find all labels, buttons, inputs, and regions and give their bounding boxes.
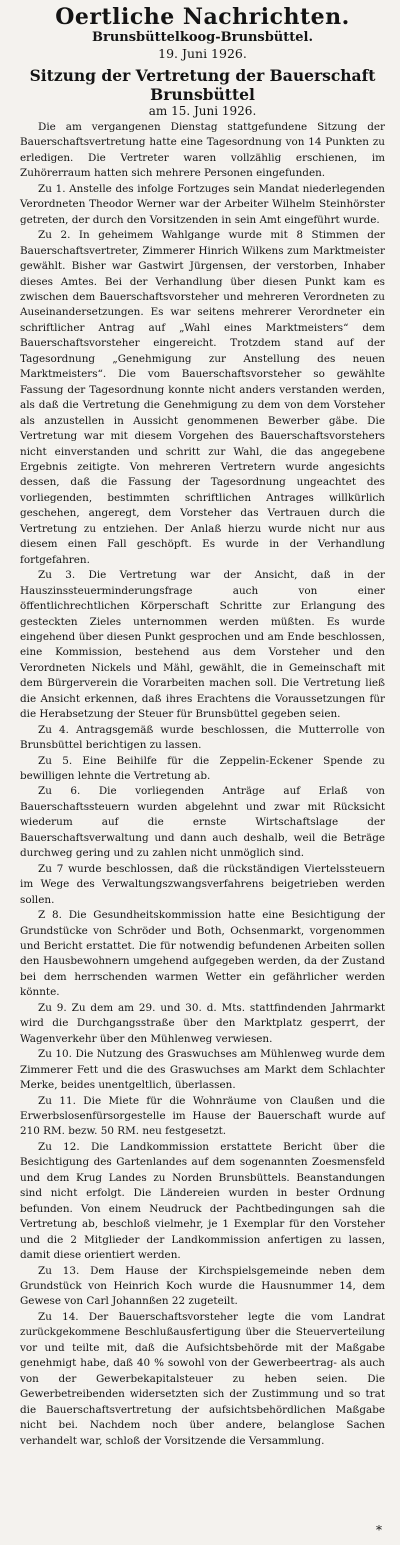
paragraph-item-2: Zu 2. In geheimem Wahlgange wurde mit 8 Stimmen der Bauerschaftsvertreter, Zimmerer Hinrich Wilkens zum Marktmeister gewählt. Bisher war Gastwirt Jürgensen, der verstorben, Inhaber dieses Amtes. Bei der Verhandlung über diesen Punkt kam es zwischen dem Bauerschaftsvorsteher und mehreren Verordneten zu Auseinandersetzungen. Es war seitens mehrerer Verordneter ein schriftlicher Antrag auf „Wahl eines Marktmeisters“ dem Bauerschaftsvorsteher eingereicht. Trotzdem stand auf der Tagesordnung „Genehmigung zur Anstellung des neuen Marktmeisters“. Die vom Bauerschaftsvorsteher so gewählte Fassung der Tagesordnung konnte nicht anders verstanden werden, als daß die Vertretung die Genehmigung zu dem von dem Vorsteher als anzustellen in Aussicht genommenen Bewerber gäbe. Die Vertretung war mit diesem Vorgehen des Bauerschaftsvorstehers nicht einverstanden und schritt zur Wahl, die das angegebene Ergebnis zeitigte. Von mehreren Vertretern wurde angesichts dessen, daß die Fassung der Tagesordnung ungeachtet des vorliegenden, bestimmten schriftlichen Antrages willkürlich geschehen, angeregt, dem Vorsteher das Vertrauen durch die Vertretung zu entziehen. Der Anlaß hierzu wurde nicht nur aus diesem einen Fall geschöpft. Es wurde in der Verhandlung fortgefahren. [20, 229, 385, 566]
issue-date: 19. Juni 1926. [158, 46, 247, 61]
paragraph-item-3: Zu 3. Die Vertretung war der Ansicht, daß in der Hauszinssteuerminderungsfrage auch von einer öffentlichrechtlichen Körperschaft Schritte zur Erlangung des gesteckten Zieles unternommen werden müßten. Es wurde eingehend über diesen Punkt gesprochen und am Ende beschlossen, eine Kommission, bestehend aus dem Vorsteher und den Verordneten Nickels und Mähl, gewählt, die in Gemeinschaft mit dem Bürgerverein die Vorarbeiten machen soll. Die Vertretung ließ die Ansicht erkennen, daß ihres Erachtens die Voraussetzungen für die Herabsetzung der Steuer für Brunsbüttel gegeben seien. [20, 569, 385, 721]
meeting-date: am 15. Juni 1926. [148, 104, 257, 118]
paragraph-item-14: Zu 14. Der Bauerschaftsvorsteher legte die vom Landrat zurückgekommene Beschlußausfertigung über die Steuerverteilung vor und teilte mit, daß die Aufsichtsbehörde mit der Maßgabe genehmigt habe, daß 40 % sowohl von der Gewerbeertrag- als auch von der Gewerbekapitalsteuer zu heben seien. Die Gewerbetreibenden widersetzten sich der Zustimmung und so trat die Bauerschaftsvertretung der aufsichtsbehördlichen Maßgabe nicht bei. Nachdem noch über andere, belanglose Sachen verhandelt war, schloß der Vorsitzende die Versammlung. [20, 1310, 385, 1447]
section-title: Oertliche Nachrichten. [55, 4, 350, 30]
paragraph-item-8: Z 8. Die Gesundheitskommission hatte eine Besichtigung der Grundstücke von Schröder und Both, Ochsenmarkt, vorgenommen und Bericht erstattet. Die für notwendig befundenen Arbeiten sollen den Hausbewohnern umgehend aufgegeben werden, da der Zustand bei dem herrschenden warmen Wetter ein gefährlicher werden könnte. [20, 909, 385, 999]
paragraph-intro: Die am vergangenen Dienstag stattgefundene Sitzung der Bauerschaftsvertretung hatte eine Tagesordnung von 14 Punkten zu erledigen. Die Vertreter waren vollzählig erschienen, im Zuhörerraum hatten sich mehrere Personen eingefunden. [20, 121, 385, 180]
paragraph-item-6: Zu 6. Die vorliegenden Anträge auf Erlaß von Bauerschaftssteuern wurden abgelehnt und zwar mit Rücksicht wiederum auf die ernste Wirtschaftslage der Bauerschaftsverwaltung und dann auch deshalb, weil die Beträge durchweg gering und zu zahlen nicht unmöglich sind. [20, 785, 385, 860]
paragraph-item-1: Zu 1. Anstelle des infolge Fortzuges sein Mandat niederlegenden Verordneten Theodor Werner war der Arbeiter Wilhelm Steinhörster getreten, der durch den Vorsitzenden in sein Amt eingeführt wurde. [20, 182, 385, 226]
paragraph-item-12: Zu 12. Die Landkommission erstattete Bericht über die Besichtigung des Gartenlandes auf dem sogenannten Zoesmensfeld und dem Krug Landes zu Norden Brunsbüttels. Beanstandungen sind nicht erfolgt. Die Ländereien wurden in bester Ordnung befunden. Von einem Neudruck der Pachtbedingungen sah die Vertretung ab, beschloß vielmehr, je 1 Exemplar für den Vorsteher und die 2 Mitglieder der Landkommission anfertigen zu lassen, damit diese orientiert werden. [20, 1140, 385, 1262]
paragraph-item-13: Zu 13. Dem Hause der Kirchspielsgemeinde neben dem Grundstück von Heinrich Koch wurde die Hausnummer 14, dem Gewese von Carl Johannßen 22 zugeteilt. [20, 1264, 385, 1308]
end-asterisk: * [376, 1523, 382, 1537]
article-headline: Sitzung der Vertretung der Bauerschaft Brunsbüttel [29, 66, 376, 104]
article-body [20, 120, 385, 1449]
paragraph-item-10: Zu 10. Die Nutzung des Graswuchses am Mühlenweg wurde dem Zimmerer Fett und die des Graswuchses am Markt dem Schlachter Merke, beides unentgeltlich, überlassen. [20, 1048, 385, 1092]
paragraph-item-11: Zu 11. Die Miete für die Wohnräume von Claußen und die Erwerbslosenfürsorgestelle im Hause der Bauerschaft wurde auf 210 RM. bezw. 50 RM. neu festgesetzt. [20, 1094, 385, 1138]
paragraph-item-4: Zu 4. Antragsgemäß wurde beschlossen, die Mutterrolle von Brunsbüttel berichtigen zu lassen. [20, 723, 385, 752]
paragraph-item-9: Zu 9. Zu dem am 29. und 30. d. Mts. stattfindenden Jahrmarkt wird die Durchgangsstraße über den Marktplatz gesperrt, der Wagenverkehr über den Mühlenweg verwiesen. [20, 1001, 385, 1045]
dateline: Brunsbüttelkoog-Brunsbüttel. [92, 30, 313, 45]
paragraph-item-7: Zu 7 wurde beschlossen, daß die rückständigen Viertelssteuern im Wege des Verwaltungszwangsverfahrens beigetrieben werden sollen. [20, 862, 385, 906]
paragraph-item-5: Zu 5. Eine Beihilfe für die Zeppelin-Eckener Spende zu bewilligen lehnte die Vertretung ab. [20, 754, 385, 783]
